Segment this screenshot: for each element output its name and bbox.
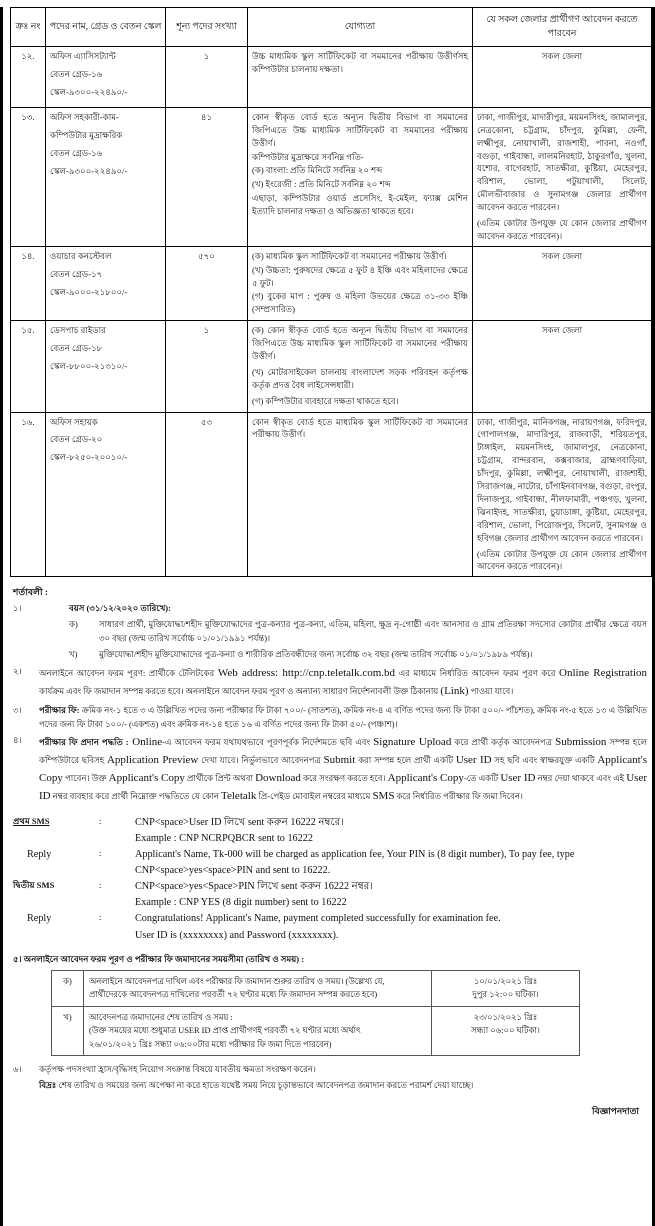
sms-reply-2-row-cont — [13, 928, 647, 943]
fee-term-en: SMS — [372, 789, 395, 802]
schedule-desc-line: অনলাইনে আবেদনপত্র দাখিল এবং পরীক্ষার ফি জমাদান শুরুর তারিখ ও সময়। (উল্লেখ্য যে, — [89, 977, 385, 987]
cell-serial: ১৫. — [11, 321, 46, 412]
sms-second-example-row — [13, 895, 647, 910]
condition-1a — [13, 618, 647, 646]
qualification-line: উচ্চ মাধ্যমিক স্কুল সার্টিফিকেট বা সমমানের পরীক্ষায় উত্তীর্ণসহ কম্পিউটার চালনায় দক্ষতা। — [252, 51, 468, 75]
col-header-post-name: পদের নাম, গ্রেড ও বেতন স্কেল — [46, 8, 166, 47]
sms-reply-2-row — [13, 911, 647, 926]
condition-item-3 — [13, 704, 647, 732]
exam-fee-text: ক্রমিক নং-১ হতে ৩ এ উল্লিখিত পদের জন্য পরীক্ষার ফি টাকা ৭০০/- (সাতশত), ক্রমিক নং-৪ এ বর্ণিত পদের জন্য ফি টাকা ৫০০/- পাঁচশত), ক্রমিক নং-৫ হতে ১৩ এ উল্লিখিত পদের জন্য ফি টাকা ১০০/- (একশত) এবং ক্রমিক নং-১৪ হতে ১৬ এ বর্ণিত পদের জন্য ফি টাকা ৫০/- (পঞ্চাশ)। — [39, 704, 647, 729]
fee-term-en: Online — [128, 736, 163, 749]
qualification-line: (ক) কোন স্বীকৃত বোর্ড হতে অন্যূন দ্বিতীয় বিভাগ বা সমমানের জিপিএতে উচ্চ মাধ্যমিক স্কুল সার্টিফিকেট বা সমমানের পরীক্ষায় উত্তীর্ণ। — [252, 325, 468, 362]
post-title: অফিস সহায়ক — [50, 416, 98, 427]
sms-first-command: CNP<space>User ID লিখে sent করুন 16222 নম্বরে। — [135, 816, 344, 828]
condition-1b-text: মুক্তিযোদ্ধা/শহীদ মুক্তিযোদ্ধাদের পুত্র-কন্যা ও শারীরিক প্রতিবন্ধীদের জন্য সর্বোচ্চ ৩২ বছর (জন্ম তারিখ সর্বোচ্চ ০১/০১/১৯৮৯ পর্যন্ত)। — [99, 649, 533, 660]
sms-first-row — [13, 815, 647, 830]
schedule-table — [51, 970, 580, 1056]
col-header-qualification: যোগ্যতা — [248, 8, 473, 47]
c2-part1: অনলাইনে আবেদন ফরম পূরণ: প্রার্থীকে টেলিটকের — [39, 668, 218, 679]
post-title: অফিস এ্যাসিসট্যান্ট — [50, 51, 116, 62]
qualification-line: কোন স্বীকৃত বোর্ড হতে অন্যূন দ্বিতীয় বিভাগ বা সমমানের জিপিএতে উচ্চ মাধ্যমিক সার্টিফিকেট বা সমমানের পরীক্ষায় উত্তীর্ণ। — [252, 111, 468, 148]
sms-colon: : — [99, 912, 102, 923]
c2-part2: এর মাধ্যমে নির্ধারিত আবেদন ফরম পূরণ করে — [395, 668, 560, 679]
fee-term-bn: নম্বর ব্যবহার করে প্রার্থী নিম্নোক্ত পদ্ধতিতে যে কোন — [50, 790, 222, 801]
qualification-line: (ক) বাংলা: প্রতি মিনিটে সর্বনিম্ন ২০ শব্দ — [252, 165, 383, 176]
fee-term-bn: সহ ছবি এবং স্বাক্ষরযুক্ত একটি — [491, 755, 598, 766]
cell-post-name — [46, 107, 166, 246]
schedule-time-line: সন্ধ্যা ০৬:০০ ঘটিকা। — [471, 1026, 540, 1036]
table-row — [11, 47, 652, 108]
post-grade: বেতন গ্রেড-১৬ — [50, 69, 103, 80]
district-text: সকল জেলা — [541, 51, 583, 62]
cell-vacancy: ১ — [166, 47, 248, 108]
note-row — [13, 1079, 647, 1093]
fee-payment-label: পরীক্ষার ফি প্রদান পদ্ধতি : — [39, 737, 129, 748]
condition-number: ৬। — [13, 1064, 22, 1075]
post-scale: স্কেল-৮২৫০-২০০১০/- — [50, 452, 128, 463]
schedule-row — [52, 971, 580, 1007]
post-scale: স্কেল-৯৩০০-২২৪৯০/- — [50, 87, 128, 97]
schedule-desc-line: আবেদনপত্র জমাদানের শেষ তারিখ ও সময় : — [89, 1012, 233, 1022]
condition-1b — [13, 648, 647, 662]
schedule-desc-line: (উক্ত সময়ের মধ্যে শুধুমাত্র USER ID প্রাপ্ত প্রার্থীগণই পরবর্তী ৭২ ঘণ্টার মধ্যে অর্থাৎ — [89, 1026, 361, 1036]
cell-vacancy: ১ — [166, 321, 248, 412]
cell-post-name — [46, 321, 166, 412]
fee-term-bn: করে নির্ধারিত পরীক্ষার ফি জমা দিবেন। — [394, 790, 523, 801]
sms-colon: : — [99, 879, 102, 890]
schedule-date — [432, 1006, 580, 1055]
cell-post-name — [46, 246, 166, 320]
c2-part4: পাওয়া যাবে। — [468, 686, 514, 697]
web-address-link[interactable]: Web address: http://cnp.teletalk.com.bd — [217, 667, 396, 680]
qualification-line: (খ) উচ্চতা: পুরুষদের ক্ষেত্রে ৫ ফুট ৪ ইঞ্চি এবং মহিলাদের ক্ষেত্রে ৫ ফুট। — [252, 264, 468, 288]
note-text-wrap — [39, 1079, 647, 1093]
sms-reply-label: Reply — [27, 849, 52, 861]
fee-term-bn: সম্পন্ন হলে কম্পিউটারে ছবিসহ — [39, 737, 647, 766]
sms-colon: : — [99, 848, 102, 859]
note-spacer — [13, 1079, 39, 1093]
post-scale: স্কেল-৮৮০০-২১৩১০/- — [50, 361, 128, 372]
condition-6-text: কর্তৃপক্ষ পদসংখ্যা হ্রাস/বৃদ্ধিসহ নিয়োগ সংক্রান্ত বিষয়ে যাবতীয় ক্ষমতা সংরক্ষণ করেন। — [39, 1064, 316, 1075]
condition-3-text — [39, 704, 647, 732]
qualification-line: (গ) কম্পিউটার ব্যবহারে দক্ষতা থাকতে হবে। — [252, 395, 399, 406]
district-text: ঢাকা, গাজীপুর, মাদারীপুর, ময়মনসিংহ, জামালপুর, নেত্রকোনা, চট্টগ্রাম, চাঁদপুর, কুমিল্লা, ফেনী, লক্ষ্মীপুর, নোয়াখালী, রাজশাহী, পাবনা, নওগাঁ, বগুড়া, গাইবান্ধা, লালমনিরহাট, ঠাকুরগাঁও, খুলনা, যশোর, বাগেরহাট, সাতক্ষীরা, কুষ্টিয়া, মেহেরপুর, বরিশাল, ভোলা, পটুয়াখালী, সিলেট, মৌলভীবাজার ও সুনামগঞ্জ জেলার প্রার্থীগণ আবেদন করতে পারবেন। — [477, 111, 647, 213]
sms-spacer — [13, 831, 99, 846]
fee-term-en: Applicant's Copy — [387, 772, 464, 785]
signer-label: বিজ্ঞাপনদাতা — [592, 1106, 639, 1117]
link-label: (Link) — [440, 685, 469, 698]
condition-1a-text: সাধারণ প্রার্থী, মুক্তিযোদ্ধা/শহীদ মুক্তিযোদ্ধাদের পুত্র-কন্যার পুত্র-কন্যা, এতিম, মহিলা, ক্ষুদ্র নৃ-গোষ্ঠী এবং আনসার ও গ্রাম প্রতিরক্ষা সদস্যের কোটার প্রার্থীর ক্ষেত্রে বয়স ৩০ বছর (জন্ম তারিখ সর্বোচ্চ ০১/০১/১৯৯১ পর্যন্ত)। — [99, 618, 647, 643]
condition-number: ২। — [13, 666, 22, 677]
cell-districts — [473, 246, 652, 320]
sms-second-command: CNP<space>yes<Space>PIN লিখে sent করুন 16222 নম্বর। — [135, 880, 373, 892]
conditions-section — [13, 585, 647, 805]
fee-term-bn: প্রি-পেইড মোবাইল নম্বরের মাধ্যমে — [256, 790, 373, 801]
condition-4-text — [39, 734, 647, 805]
qualification-line: (গ) বুকের মাপ : পুরুষ ও মহিলা উভয়ের ক্ষেত্রে ৩১-৩৩ ইঞ্চি (সম্প্রসারিত) — [252, 291, 468, 315]
cell-serial: ১৩. — [11, 107, 46, 246]
schedule-key: ক) — [52, 971, 84, 1007]
cell-serial: ১৪. — [11, 246, 46, 320]
col-header-serial: ক্রঃ নং — [11, 8, 46, 47]
sms-first-example-row — [13, 831, 647, 846]
circular-page — [0, 7, 655, 1226]
post-grade: বেতন গ্রেড-১৭ — [50, 268, 103, 279]
sms-reply-label: Reply — [27, 913, 52, 925]
condition-number: ৩। — [13, 704, 22, 715]
fee-term-bn: -এ আবেদন ফরম যথাযথভাবে পূরণপূর্বক নির্দেশমতে ছবি এবং — [162, 737, 374, 748]
schedule-desc-line: প্রার্থীদেরকে আবেদনপত্র দাখিলের পরবর্তী ৭২ ঘণ্টার মধ্যে ফি জমাদান সম্পন্ন করতে হবে) — [89, 990, 378, 1000]
fee-term-en: Download — [255, 772, 301, 785]
sms-reply-1-text: Applicant's Name, Tk-000 will be charged as application fee, Your PIN is (8 digit number), To pay fee, type CNP<space>yes<space>PIN and sent to 16222. — [135, 849, 575, 876]
condition-1-title: বয়স (৩১/১২/২০২০ তারিখে): — [69, 603, 171, 614]
schedule-heading: ৫। অনলাইনে আবেদন ফরম পূরণ ও পরীক্ষার ফি জমাদানের সময়সীমা (তারিখ ও সময়) : — [13, 954, 305, 965]
fee-term-bn: দেখা যাবে। নির্ভুলভাবে আবেদনপত্র — [198, 755, 324, 766]
sms-second-example: Example : CNP YES (8 digit number) sent to 16222 — [135, 897, 347, 909]
cell-districts — [473, 412, 652, 577]
cell-qualification — [248, 107, 473, 246]
exam-fee-label: পরীক্ষার ফি: — [39, 704, 80, 715]
fee-term-bn: -তে একটি — [463, 773, 501, 784]
fee-term-en: Applicant's Copy — [108, 772, 185, 785]
fee-term-en: Application Preview — [106, 754, 199, 767]
vacancy-table — [10, 7, 652, 577]
table-row — [11, 321, 652, 412]
qualification-line: (ক) মাধ্যমিক স্কুল সার্টিফিকেট বা সমমানের পরীক্ষায় উত্তীর্ণ। — [252, 250, 447, 261]
fee-term-en: Submit — [323, 754, 356, 767]
table-row — [11, 107, 652, 246]
condition-item-4 — [13, 734, 647, 805]
col-header-vacancy-count: শূন্য পদের সংখ্যা — [166, 8, 248, 47]
schedule-row — [52, 1006, 580, 1055]
online-registration-label: Online Registration — [559, 667, 648, 680]
sms-reply-2-userid: User ID is (xxxxxxxx) and Password (xxxxxxxx). — [135, 929, 339, 941]
condition-number: ৪। — [13, 735, 22, 746]
cell-vacancy: ৫৭০ — [166, 246, 248, 320]
cell-serial: ১৬. — [11, 412, 46, 577]
condition-item-2 — [13, 665, 647, 701]
qualification-line: এছাড়া, কম্পিউটার ওয়ার্ড প্রসেসিং, ই-মেইল, ফ্যাক্স মেশিন ইত্যাদি চালনার দক্ষতা ও অভিজ্ঞতা থাকতে হবে। — [252, 193, 468, 217]
note-label: বিদ্রঃ — [39, 1079, 57, 1090]
cell-qualification — [248, 412, 473, 577]
district-text: সকল জেলা — [541, 250, 583, 261]
conditions-title: শর্তাবলী : — [13, 587, 48, 598]
cell-districts — [473, 47, 652, 108]
condition-item-6 — [13, 1063, 647, 1077]
cell-qualification — [248, 246, 473, 320]
schedule-date — [432, 971, 580, 1007]
table-row — [11, 246, 652, 320]
cell-vacancy: ৪১ — [166, 107, 248, 246]
fee-term-bn: প্রার্থীকে প্রিন্ট অথবা — [184, 773, 256, 784]
qualification-line: (খ) ইংরেজী : প্রতি মিনিটে সর্বনিম্ন ২০ শব্দ — [252, 179, 391, 190]
post-title-cont: কম্পিউটার মুদ্রাক্ষরিক — [50, 129, 123, 140]
fee-term-bn: করা সম্পন্ন হলে প্রার্থী একটি — [355, 755, 456, 766]
post-scale: স্কেল-৯৩০০-২২৪৯০/- — [50, 165, 128, 176]
sms-spacer — [99, 895, 135, 910]
cell-districts — [473, 107, 652, 246]
sms-spacer — [13, 928, 99, 943]
condition-2-text — [39, 665, 647, 701]
cell-vacancy: ৫৩ — [166, 412, 248, 577]
sms-first-example: Example : CNP NCRPQBCR sent to 16222 — [135, 832, 313, 844]
post-title: অফিস সহকারী-কাম- — [50, 111, 119, 122]
schedule-time-line: দুপুর ১২:০০ ঘটিকা। — [472, 990, 539, 1000]
fee-term-bn: নম্বর দেয়া থাকবে এবং এই — [535, 773, 627, 784]
sms-spacer — [99, 831, 135, 846]
table-row — [11, 412, 652, 577]
schedule-date-line: ২৩/০১/২০২১ খ্রিঃ — [473, 1012, 538, 1022]
sms-colon: : — [99, 815, 102, 826]
tail-section — [13, 1063, 647, 1119]
sms-first-label: প্রথম SMS — [13, 815, 50, 826]
sms-reply-1-row — [13, 847, 647, 878]
schedule-description — [84, 971, 432, 1007]
condition-1a-label: ক) — [69, 618, 78, 629]
qualification-line: কম্পিউটার মুদ্রাক্ষরে সর্বনিম্ন গতি- — [252, 151, 364, 162]
fee-term-en: Teletalk — [221, 789, 257, 802]
fee-term-en: User ID — [39, 772, 647, 802]
sms-instructions — [13, 815, 647, 943]
cell-districts — [473, 321, 652, 412]
schedule-desc-line: ২৬/০১/২০২১ খ্রিঃ সন্ধ্যা ০৬:০০টার মধ্যে পরীক্ষার ফি জমা দিতে পারবেন) — [89, 1039, 332, 1049]
note-text: শেষ তারিখ ও সময়ের জন্য অপেক্ষা না করে হাতে যথেষ্ট সময় নিয়ে চূড়ান্তভাবে আবেদনপত্র জমাদান করতে পরামর্শ দেয়া যাচ্ছে। — [56, 1079, 474, 1090]
fee-term-en: Applicant's Copy — [39, 754, 647, 785]
c2-part3: কার্যক্রম এবং ফি জমাদান সম্পন্ন করতে হবে। অনলাইনে আবেদন ফরম পূরণ ও অন্যান্য সাধারণ নির্দেশনাবলী উক্ত ঠিকানায় — [39, 686, 441, 697]
fee-term-bn: করে সংরক্ষণ করতে হবে। — [300, 773, 388, 784]
table-header-row — [11, 8, 652, 47]
sms-spacer — [99, 928, 135, 943]
cell-post-name — [46, 412, 166, 577]
district-note: (এতিম কোটার উপযুক্ত যে কোন জেলার প্রার্থীগণ আবেদন করতে পারবেন)। — [477, 218, 647, 241]
sms-reply-2-text: Congratulations! Applicant's Name, payment completed successfully for examination fee. — [135, 913, 501, 925]
district-text: সকল জেলা — [541, 325, 583, 336]
schedule-description — [84, 1006, 432, 1055]
fee-term-bn: করে প্রার্থী কর্তৃক আবেদনপত্র — [451, 737, 556, 748]
schedule-key: খ) — [52, 1006, 84, 1055]
post-title: ডেসপাচ রাইডার — [50, 325, 106, 336]
sms-spacer — [13, 895, 99, 910]
cell-post-name — [46, 47, 166, 108]
qualification-line: কোন স্বীকৃত বোর্ড হতে মাধ্যমিক স্কুল সার্টিফিকেট বা সমমানের পরীক্ষায় উত্তীর্ণ। — [252, 416, 468, 440]
cell-serial: ১২. — [11, 47, 46, 108]
condition-item-1 — [13, 602, 647, 616]
post-scale: স্কেল-৯০০০-২১৮০০/- — [50, 286, 128, 297]
post-title: ওয়াচার কনস্টেবল — [50, 250, 112, 261]
qualification-line: (খ) মোটরসাইকেল চালনায় বাংলাদেশ সড়ক পরিবহন কর্তৃপক্ষ কর্তৃক প্রদত্ত বৈধ লাইসেন্সধারী। — [252, 366, 468, 390]
schedule-date-line: ১০/০১/২০২১ খ্রিঃ — [473, 977, 538, 987]
condition-number: ১। — [13, 603, 22, 614]
fee-term-en: User ID — [500, 772, 536, 785]
fee-term-bn: পাবেন। উক্ত — [62, 773, 109, 784]
district-text: ঢাকা, গাজীপুর, মানিকগঞ্জ, নারায়ণগঞ্জ, ফরিদপুর, গোপালগঞ্জ, মাদারিপুর, রাজবাড়ী, শরিয়তপুর, টাঙ্গাইল, ময়মনসিংহ, জামালপুর, নেত্রকোনা, চট্টগ্রাম, বান্দরবান, কক্সবাজার, ব্রাহ্মণবাড়িয়া, চাঁদপুর, কুমিল্লা, লক্ষ্মীপুর, নোয়াখালী, রাজশাহী, সিরাজগঞ্জ, নাটোর, চাঁপাইনবাবগঞ্জ, বগুড়া, রংপুর, দিনাজপুর, গাইবান্ধা, নীলফামারী, পঞ্চগড়, খুলনা, ঝিনাইদহ, সাতক্ষীরা, চুয়াডাঙ্গা, কুষ্টিয়া, মেহেরপুর, বরিশাল, ভোলা, পিরোজপুর, সিলেট, সুনামগঞ্জ ও হবিগঞ্জ জেলার প্রার্থীগণ আবেদন করতে পারবেন। — [477, 416, 647, 543]
sms-second-row — [13, 879, 647, 894]
cell-qualification — [248, 47, 473, 108]
post-grade: বেতন গ্রেড-১৬ — [50, 147, 103, 158]
district-note: (এতিম কোটার উপযুক্ত যে কোন জেলার প্রার্থীগণ আবেদন করতে পারবেন)। — [477, 548, 647, 572]
fee-payment-text — [39, 737, 647, 800]
cell-qualification — [248, 321, 473, 412]
fee-term-en: Signature Upload — [373, 736, 452, 749]
fee-term-en: Submission — [555, 736, 607, 749]
post-grade: বেতন গ্রেড-২০ — [50, 434, 103, 445]
post-grade: বেতন গ্রেড-১৮ — [50, 343, 103, 354]
col-header-districts: যে সকল জেলার প্রার্থীগণ আবেদন করতে পারবেন — [473, 8, 652, 47]
fee-term-en: User ID — [455, 754, 492, 767]
sms-second-label: দ্বিতীয় SMS — [13, 879, 55, 890]
condition-1b-label: খ) — [69, 649, 78, 660]
